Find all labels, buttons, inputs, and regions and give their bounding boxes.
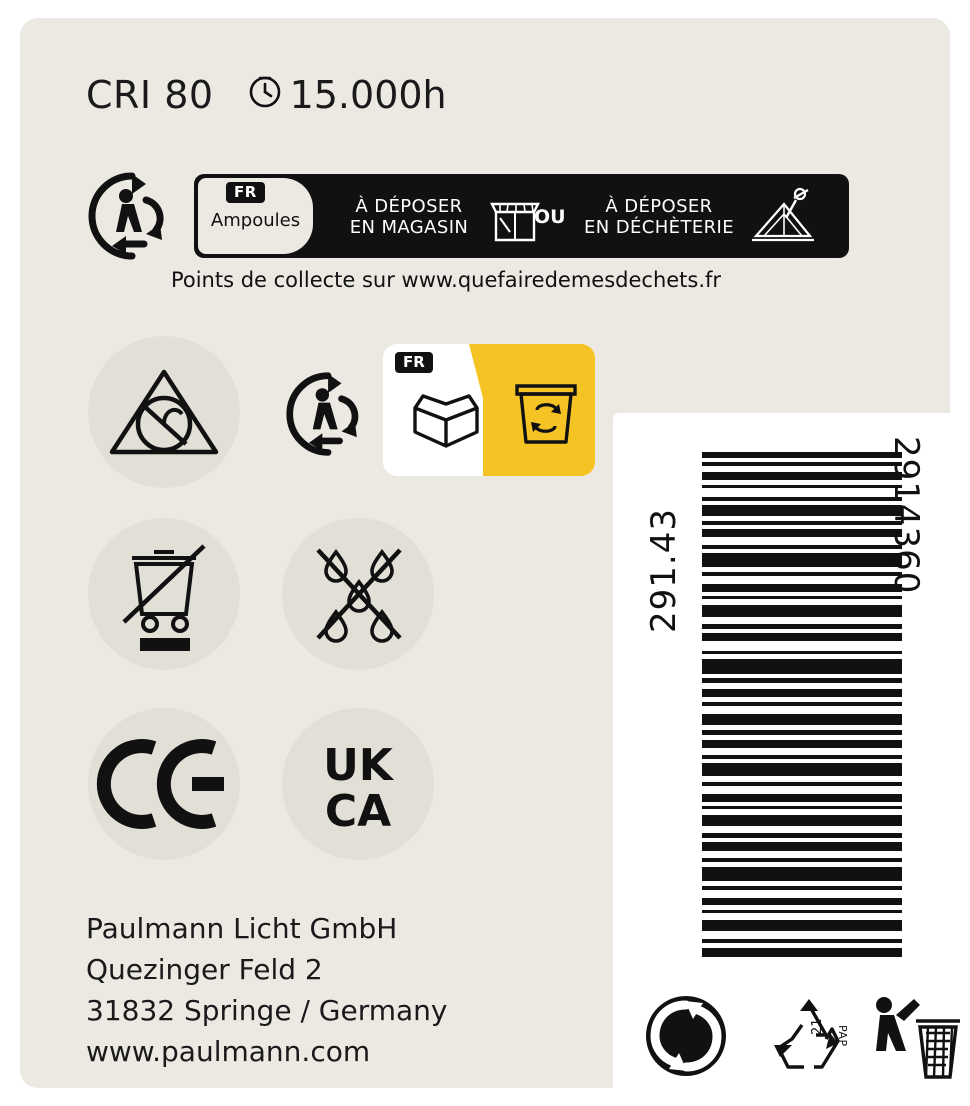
disposal-option-recycling-center (574, 196, 744, 238)
address-street: Quezinger Feld 2 (86, 953, 323, 986)
collection-points-note: Points de collecte sur www.quefairedemesdechets.fr (170, 268, 722, 292)
weee-crossed-bin-icon (88, 518, 240, 670)
cri-value: CRI 80 (86, 73, 214, 117)
category-label: Ampoules (210, 210, 301, 231)
fr-badge-packaging: FR (395, 352, 433, 373)
no-water-icon (282, 518, 434, 670)
clock-icon (248, 73, 282, 117)
disposal-option-store (334, 196, 484, 238)
ean13-barcode (702, 452, 902, 957)
gruener-punkt-icon (643, 993, 729, 1083)
recycling-center-icon (750, 184, 816, 252)
ce-mark-icon (88, 708, 240, 860)
address-city: 31832 Springe / Germany (86, 994, 448, 1027)
packaging-sorting-card (383, 344, 595, 476)
no-dimmer-icon (88, 336, 240, 488)
dispose-in-bin-icon (870, 993, 960, 1085)
center-line-2: EN DÉCHÈTERIE (583, 217, 735, 238)
store-line-2: EN MAGASIN (349, 217, 469, 238)
yellow-recycling-bin-icon (511, 376, 581, 454)
ukca-mark-icon (282, 708, 434, 860)
product-label-panel (20, 18, 950, 1088)
lifetime-value: 15.000h (289, 73, 447, 117)
fr-category-chip (198, 178, 313, 254)
manufacturer-address (86, 908, 447, 1072)
fr-badge: FR (226, 182, 265, 203)
lifetime-group (248, 73, 447, 117)
address-website: www.paulmann.com (86, 1035, 371, 1068)
pap-number: 21 (810, 1018, 825, 1035)
store-line-1: À DÉPOSER (355, 196, 463, 217)
pap-label: PAP (836, 1025, 849, 1047)
disposal-instruction-banner (194, 174, 849, 258)
triman-disposal-banner (86, 168, 806, 273)
triman-recycle-icon (86, 170, 182, 266)
barcode-right-number: 2914360 (886, 436, 926, 595)
svg-text:UK: UK (323, 740, 393, 791)
svg-text:CA: CA (324, 786, 392, 837)
barcode-left-number: 291.43 (644, 508, 684, 633)
disposal-separator: OU (534, 206, 566, 228)
barcode-block (640, 428, 960, 988)
address-company: Paulmann Licht GmbH (86, 912, 398, 945)
center-line-1: À DÉPOSER (605, 196, 713, 217)
cardboard-box-icon (407, 386, 485, 456)
triman-recycle-icon-small (284, 370, 376, 462)
bottom-symbol-row (635, 993, 965, 1098)
header-specs (86, 73, 447, 117)
